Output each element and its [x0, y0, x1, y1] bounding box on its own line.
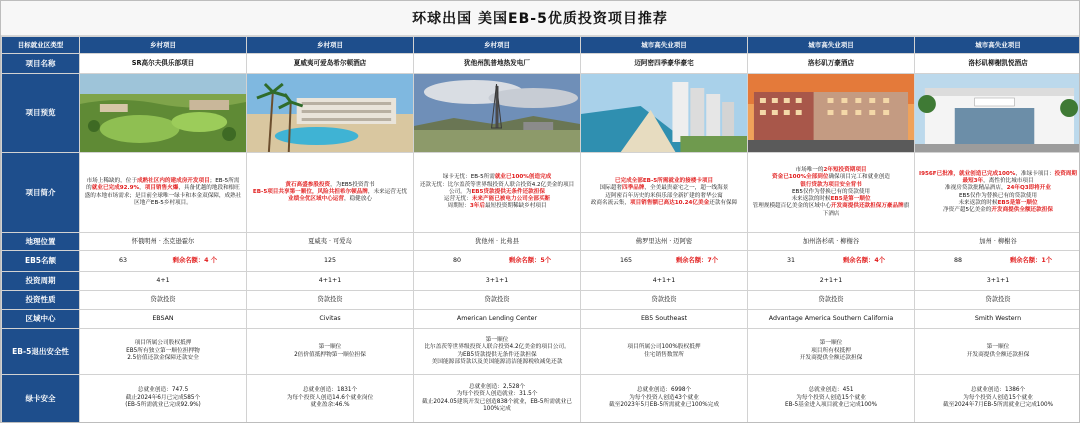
regional-center: American Lending Center: [414, 310, 581, 329]
exit-safety: 第一顺位 项目所有权抵押 开发商提供全额还款担保: [748, 329, 915, 375]
eb5-total: 63: [119, 257, 128, 265]
intro-text: 绿卡无忧：EB-5所需: [442, 174, 495, 181]
green-card-safety: 总就业创造：1386个 为每个投资人创造15个就业 截至2024年7月EB-5所需就业已完成100%: [915, 375, 1080, 423]
row-label-category: 目标就业区类型: [2, 37, 80, 54]
project-location: 佛罗里达州 · 迈阿密: [581, 233, 748, 251]
intro-highlight: 就业已完成92.9%: [91, 185, 140, 192]
safety-row: [2, 329, 1080, 375]
intro-highlight: 黄石高盛参股投资: [285, 181, 331, 188]
green-card-safety: 总就业创造：6998个 为每个投资人创造43个就业 截至2023年5月EB-5所需就业已100%完成: [581, 375, 748, 423]
eb5-quota: [247, 251, 414, 272]
intro-text: 还款无忧：比尔盖茨等世界级投资人联合投资4.2亿美金的项目公司。为: [419, 181, 575, 195]
intro-highlight: 开发商提供还款担保万豪品牌: [830, 203, 904, 210]
hotel-building-photo: [748, 74, 914, 152]
eb5-total: 165: [620, 257, 633, 265]
project-intro: [748, 153, 915, 233]
project-preview: [915, 74, 1080, 153]
page-title: 环球出国 美国EB-5优质投资项目推荐: [1, 1, 1079, 36]
project-name: 犹他州凯普地热发电厂: [414, 54, 581, 74]
intro-text: EB5仅作为替换已有的贷款使用: [791, 188, 871, 195]
intro-text: 管理规模超百亿美金的区域中心: [752, 203, 831, 210]
intro-highlight: 投资周期最短3年: [962, 170, 1077, 184]
eb5-quota: [748, 251, 915, 272]
intro-text: 准视房贷款批精品酒店，: [945, 185, 1007, 192]
eb5-quota: [414, 251, 581, 272]
project-location: 犹他州 · 比弗县: [414, 233, 581, 251]
intro-text: ，全美最贵豪宅之一，超一线海景: [644, 185, 729, 192]
row-label-name: 项目名称: [2, 54, 80, 74]
intro-text: ，为EB5投资背书: [330, 181, 375, 188]
intro-highlight: EB-5项目共享第一顺位，风险共担希尔顿品牌: [252, 188, 368, 195]
hotel-entrance-photo: [915, 74, 1080, 152]
project-period: 4+1+1: [581, 272, 748, 291]
green-card-safety: 总就业创造：451 为每个投资人创造15个就业 EB-5基金进入项目就业已完成100%: [748, 375, 915, 423]
project-name: 洛杉矶柳榭凯悦酒店: [915, 54, 1080, 74]
eb5-quota: [581, 251, 748, 272]
intro-highlight: 3年后: [469, 203, 485, 210]
project-intro: [414, 153, 581, 233]
row-label-preview: 项目预览: [2, 74, 80, 153]
intro-text: EB5仅作为替换已有的贷款使用: [958, 192, 1038, 199]
project-period: 3+1+1: [414, 272, 581, 291]
project-period: 2+1+1: [748, 272, 915, 291]
intro-highlight: 就业已100%创造完成: [494, 174, 552, 181]
eb5-total: 125: [323, 257, 337, 265]
project-location: 加州 · 柳榭谷: [915, 233, 1080, 251]
project-nature: 贷款投资: [414, 291, 581, 310]
row-label-intro: 项目简介: [2, 153, 80, 233]
eb5-total: 80: [453, 257, 462, 265]
eb5-total: 31: [787, 257, 796, 265]
regional-center: Civitas: [247, 310, 414, 329]
green-card-safety: 总就业创造：1831个 为每个投资人创造14.6个就业岗位 就业盈余:46.%: [247, 375, 414, 423]
row-label-center: 区域中心: [2, 310, 80, 329]
intro-highlight: 未来产能已被电力公司全部买断: [471, 196, 551, 203]
regional-center: EBSAN: [80, 310, 247, 329]
eb5-remaining: 剩余名额：4个: [842, 257, 885, 265]
intro-highlight: 24年Q3即将开业: [1006, 185, 1051, 192]
project-preview: [80, 74, 247, 153]
project-comparison-table: [1, 36, 1080, 423]
intro-text: ，未来运营无忧: [367, 188, 408, 195]
project-nature: 贷款投资: [915, 291, 1080, 310]
project-nature: 贷款投资: [581, 291, 748, 310]
project-nature: 贷款投资: [748, 291, 915, 310]
eb5-remaining: 剩余名额：5个: [508, 257, 551, 265]
intro-text: 旗下酒店: [822, 203, 910, 217]
intro-text: 还款有保障: [709, 199, 738, 206]
intro-text: ，稳健放心: [343, 196, 372, 203]
intro-highlight: 成熟社区内的建成房开发项目: [136, 177, 210, 184]
intro-highlight: 资金已100%全部到位: [772, 174, 829, 181]
intro-text: 市场唯一的: [795, 167, 824, 174]
exit-safety: 第一顺位 开发商提供全额还款担保: [915, 329, 1080, 375]
name-row: [2, 54, 1080, 74]
nature-row: [2, 291, 1080, 310]
green-card-row: [2, 375, 1080, 423]
category-cell: 城市高失业项目: [915, 37, 1080, 54]
eb5-remaining: 剩余名额：4 个: [172, 257, 217, 265]
row-label-eb5: EB5名额: [2, 251, 80, 272]
project-name: 迈阿密四季豪华豪宅: [581, 54, 748, 74]
intro-text: ；EB-5所需的: [86, 177, 240, 192]
intro-text: 未来返款的时候: [958, 199, 998, 206]
geothermal-plant-photo: [414, 74, 580, 152]
project-nature: 贷款投资: [247, 291, 414, 310]
intro-text: 市场上稀缺的，位于: [86, 177, 137, 184]
category-cell: 乡村项目: [414, 37, 581, 54]
intro-row: [2, 153, 1080, 233]
intro-text: 未来返款的时候: [791, 196, 831, 203]
intro-text: 确保项目完工和就业创造: [828, 174, 890, 181]
intro-text: ，具备优越的地段和根旺盛的本地市场需求；是目前全球唯一绿卡和本金双保障，成熟社区地产EB-5乡村项目。: [84, 185, 242, 206]
project-preview: [247, 74, 414, 153]
intro-text: ，: [139, 185, 145, 192]
intro-highlight: 业绩全优区域中心运营: [288, 196, 344, 203]
intro-highlight: I956F已批准，就业创造已完成100%: [919, 170, 1016, 177]
intro-highlight: 银行贷款为项目安全背书: [800, 181, 862, 188]
green-card-safety: 总就业创造：2,528个 为每个投资人创造就业：31.5个 截止2024.05建筑开发已创造838个就业，EB-5所需就业已100%完成: [414, 375, 581, 423]
project-nature: 贷款投资: [80, 291, 247, 310]
project-preview: [748, 74, 915, 153]
project-location: 夏威夷 · 可爱岛: [247, 233, 414, 251]
category-cell: 乡村项目: [80, 37, 247, 54]
intro-highlight: 四季品牌: [622, 185, 645, 192]
intro-highlight: EB5是第一顺位: [830, 196, 871, 203]
intro-highlight: 已完成全部EB-5所需就业的接楼卡项目: [614, 177, 714, 184]
intro-text: 净资产超5亿美金的: [943, 207, 992, 214]
project-period: 4+1: [80, 272, 247, 291]
project-preview: [581, 74, 748, 153]
row-label-nature: 投资性质: [2, 291, 80, 310]
project-name: 洛杉矶万豪酒店: [748, 54, 915, 74]
intro-text: 运营无忧：: [443, 196, 472, 203]
project-location: 怀俄明州 · 杰克逊霍尔: [80, 233, 247, 251]
regional-center: Smith Western: [915, 310, 1080, 329]
project-intro: [247, 153, 414, 233]
intro-highlight: 2年短投资期项目: [823, 167, 867, 174]
intro-text: 周期短：: [447, 203, 470, 210]
category-row: [2, 37, 1080, 54]
intro-text: ，离性价比城市项目: [983, 177, 1034, 184]
center-row: [2, 310, 1080, 329]
golf-course-photo: [80, 74, 246, 152]
regional-center: EB5 Southeast: [581, 310, 748, 329]
project-period: 4+1+1: [247, 272, 414, 291]
green-card-safety: 总就业创造：747.5 截止2024年6月已完成585个 (EB-5所需就业已完成92.9%): [80, 375, 247, 423]
eb5-remaining: 剩余名额：7个: [675, 257, 718, 265]
exit-safety: 项目所属公司100%股权抵押 住宅销售数置所: [581, 329, 748, 375]
project-location: 加州洛杉矶 · 柳榭谷: [748, 233, 915, 251]
row-label-green-card: 绿卡安全: [2, 375, 80, 423]
category-cell: 乡村项目: [247, 37, 414, 54]
beach-towers-photo: [581, 74, 747, 152]
intro-text: 最短投资期稀缺乡村项目: [484, 203, 547, 210]
eb5-total: 88: [954, 257, 963, 265]
row-label-period: 投资周期: [2, 272, 80, 291]
period-row: [2, 272, 1080, 291]
regional-center: Advantage America Southern California: [748, 310, 915, 329]
beach-resort-photo: [247, 74, 413, 152]
eb5-remaining: 剩余名额：1个: [1009, 257, 1052, 265]
intro-text: 迈阿密百年历史的米俱乐部全新扩建的奢华公寓: [605, 192, 723, 199]
project-intro: [581, 153, 748, 233]
location-row: [2, 233, 1080, 251]
project-intro: [80, 153, 247, 233]
intro-text: 政商名流云集，: [590, 199, 630, 206]
exit-safety: 项目所属公司股权抵押 EB5所有独立第一顺位担押物 2.5倍值还款金保障还款安全: [80, 329, 247, 375]
project-name: SR高尔夫俱乐部项目: [80, 54, 247, 74]
intro-text: 国际超奢: [599, 185, 623, 192]
intro-text: ，准绿卡项目：: [1015, 170, 1055, 177]
eb5-row: [2, 251, 1080, 272]
row-label-safety: EB-5退出安全性: [2, 329, 80, 375]
intro-highlight: 项目销售额已高达10.24亿美金: [629, 199, 710, 206]
project-period: 3+1+1: [915, 272, 1080, 291]
intro-highlight: 项目销售火爆: [144, 185, 179, 192]
row-label-location: 地理位置: [2, 233, 80, 251]
category-cell: 城市高失业项目: [748, 37, 915, 54]
intro-highlight: 开发商提供全额还款担保: [991, 207, 1053, 214]
preview-row: [2, 74, 1080, 153]
category-cell: 城市高失业项目: [581, 37, 748, 54]
exit-safety: 第一顺位 2倍价值抵押物第一顺位担保: [247, 329, 414, 375]
eb5-quota: [915, 251, 1080, 272]
eb5-quota: [80, 251, 247, 272]
project-preview: [414, 74, 581, 153]
project-name: 夏威夷可爱岛希尔顿酒店: [247, 54, 414, 74]
exit-safety: 第一顺位 比尔盖茨等世界级投资人联合投资4.2亿美金的项目公司。 为EB5贷款提供无条件还款担保 美国能源部贷款以及美国能源清洁能源税收减免还款: [414, 329, 581, 375]
intro-highlight: EB5是第一顺位: [997, 199, 1038, 206]
project-intro: [915, 153, 1080, 233]
intro-highlight: EB5贷款提供无条件还款担保: [471, 188, 545, 195]
